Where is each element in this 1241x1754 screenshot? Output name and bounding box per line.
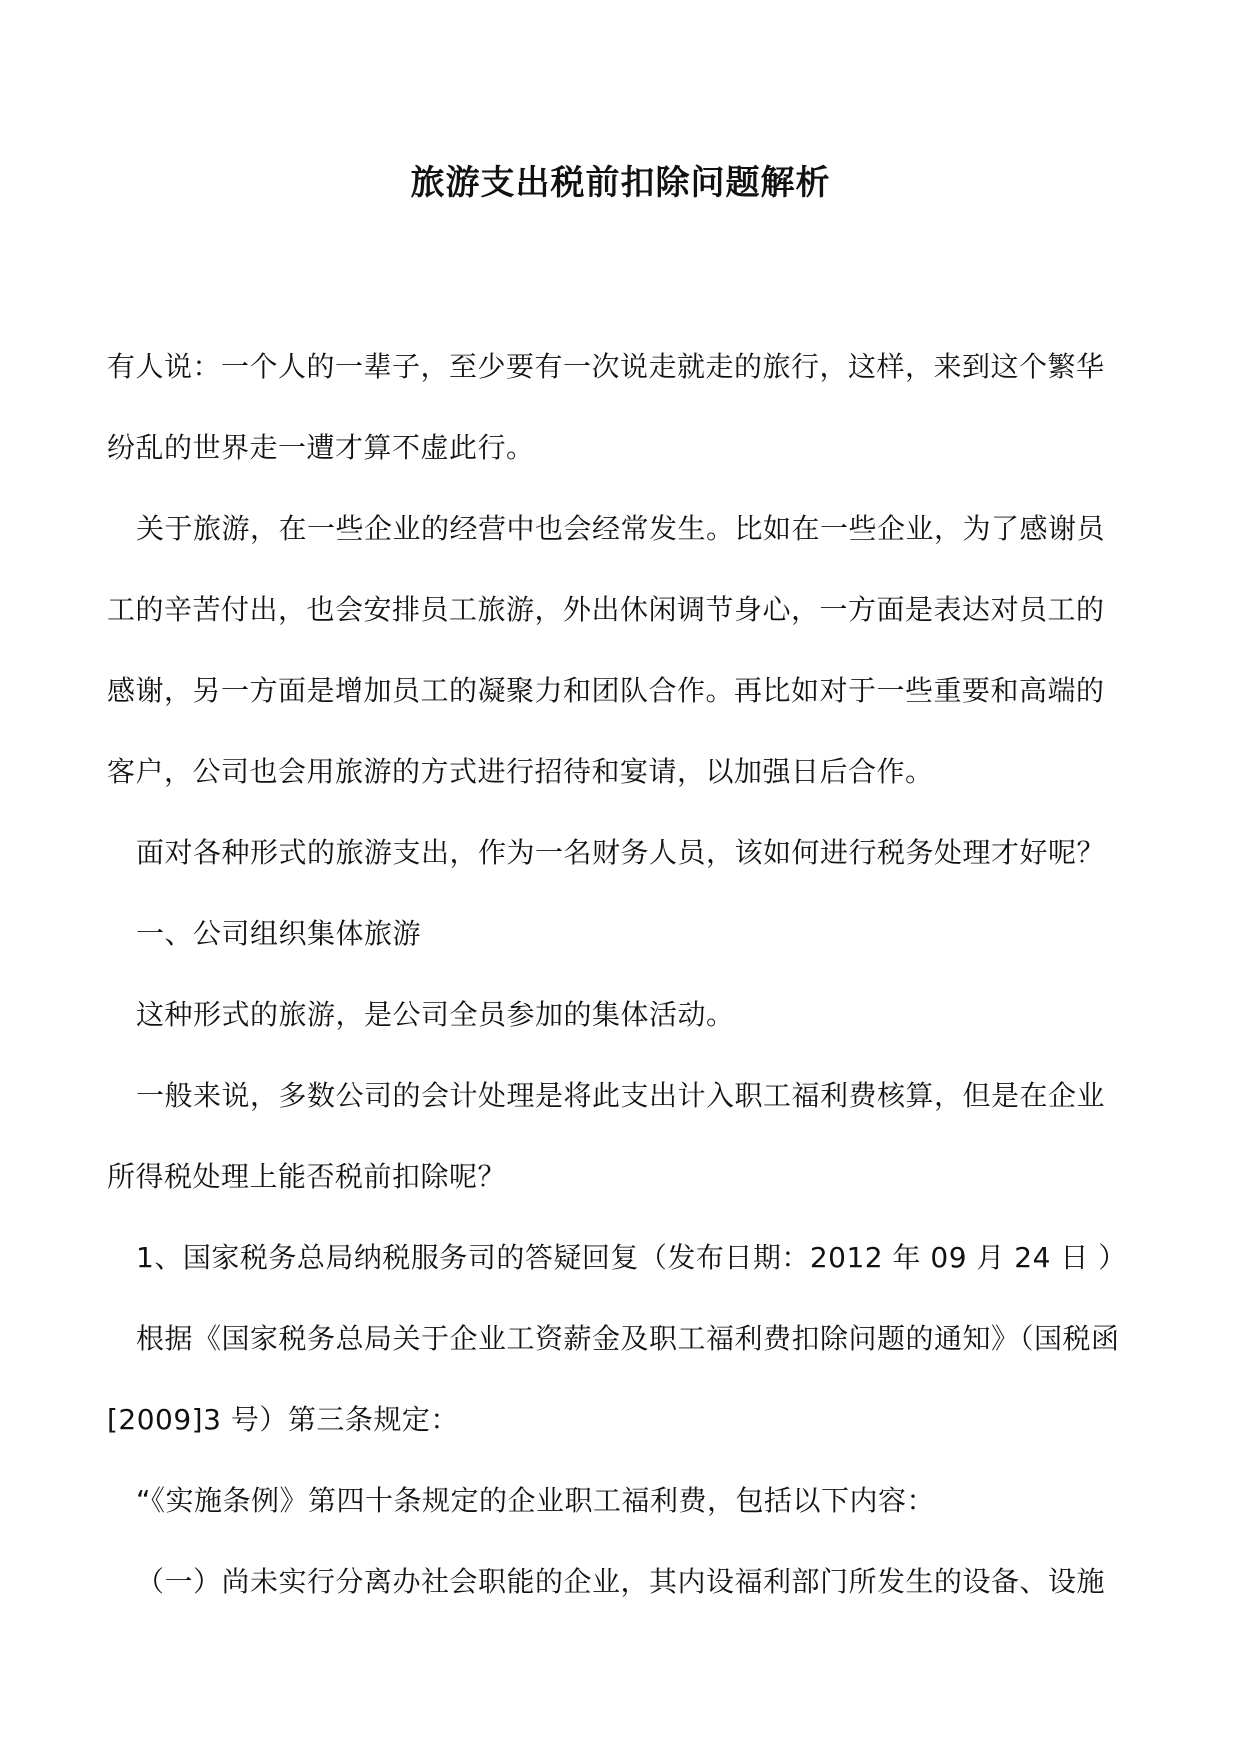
paragraph-line: 这种形式的旅游，是公司全员参加的集体活动。 (136, 998, 735, 1031)
paragraph-line: 所得税处理上能否税前扣除呢？ (107, 1160, 507, 1193)
paragraph-line: 工的辛苦付出，也会安排员工旅游，外出休闲调节身心，一方面是表达对员工的 (107, 593, 1105, 626)
paragraph-line: 纷乱的世界走一遭才算不虚此行。 (107, 431, 535, 464)
paragraph-line: 有人说：一个人的一辈子，至少要有一次说走就走的旅行，这样，来到这个繁华 (107, 350, 1105, 383)
document-title: 旅游支出税前扣除问题解析 (410, 163, 831, 203)
paragraph-line: 根据《国家税务总局关于企业工资薪金及职工福利费扣除问题的通知》（国税函 (136, 1322, 1120, 1355)
paragraph-line: 一般来说，多数公司的会计处理是将此支出计入职工福利费核算，但是在企业 (136, 1079, 1106, 1112)
paragraph-line: 客户，公司也会用旅游的方式进行招待和宴请，以加强日后合作。 (107, 755, 934, 788)
section-heading: 一、公司组织集体旅游 (136, 917, 422, 950)
paragraph-line: 感谢，另一方面是增加员工的凝聚力和团队合作。再比如对于一些重要和高端的 (107, 674, 1105, 707)
paragraph-line: 面对各种形式的旅游支出，作为一名财务人员，该如何进行税务处理才好呢？ (136, 836, 1106, 869)
paragraph-line: [2009]3 号）第三条规定： (107, 1403, 459, 1436)
paragraph-line: “《实施条例》第四十条规定的企业职工福利费，包括以下内容： (136, 1484, 936, 1517)
paragraph-line: 1、国家税务总局纳税服务司的答疑回复（发布日期：2012 年 09 月 24 日 ） (136, 1241, 1127, 1274)
paragraph-line: （一）尚未实行分离办社会职能的企业，其内设福利部门所发生的设备、设施 (136, 1565, 1106, 1598)
paragraph-line: 关于旅游，在一些企业的经营中也会经常发生。比如在一些企业，为了感谢员 (136, 512, 1106, 545)
